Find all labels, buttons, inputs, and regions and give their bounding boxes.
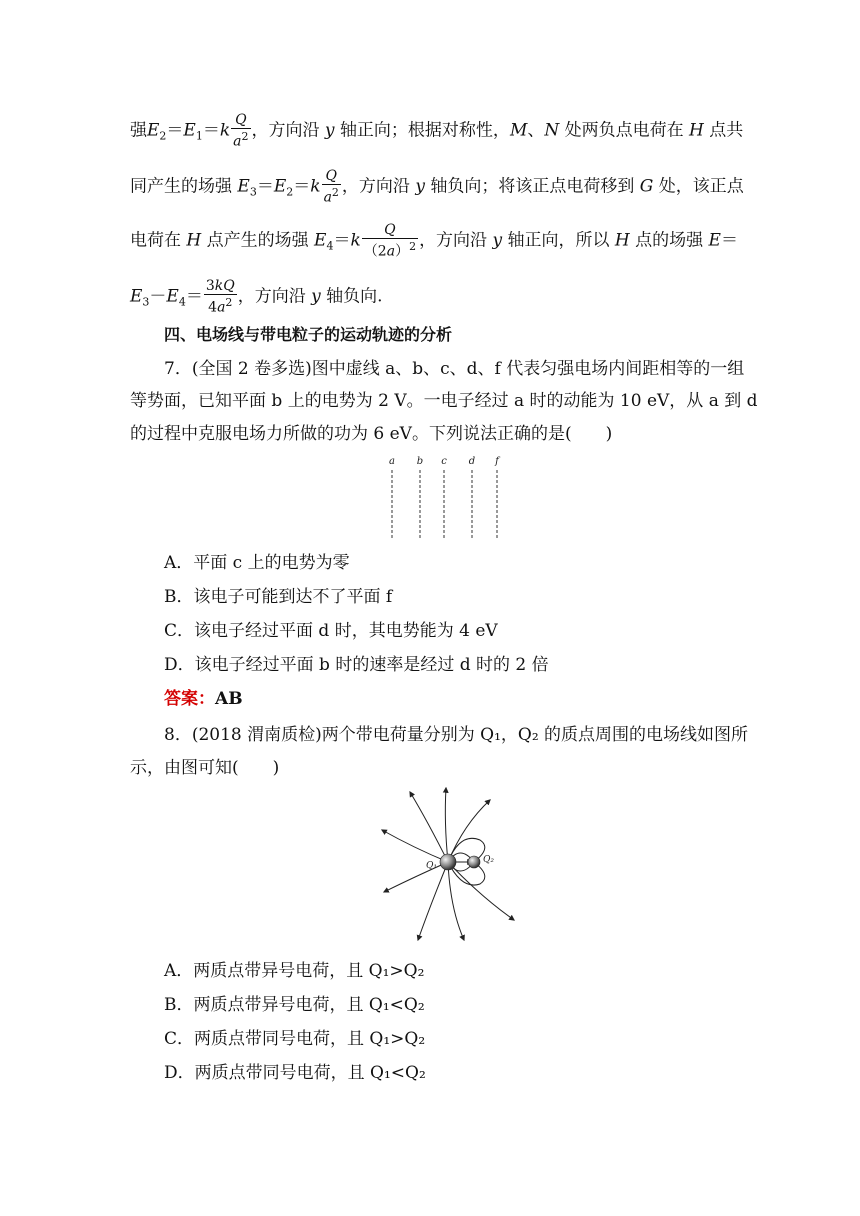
plane-label-b: b <box>416 456 424 467</box>
plane-label-c: c <box>441 456 447 467</box>
q7-stem-line-2: 等势面，已知平面 b 上的电势为 2 V。一电子经过 a 时的动能为 10 eV，从 a 到 d <box>130 391 758 411</box>
q7-answer <box>164 688 243 710</box>
q8-option-c: C．两质点带同号电荷，且 Q₁>Q₂ <box>164 1029 426 1049</box>
q8-option-d: D．两质点带同号电荷，且 Q₁<Q₂ <box>164 1063 426 1083</box>
section-heading: 四、电场线与带电粒子的运动轨迹的分析 <box>164 325 453 344</box>
solution-line-4: $E_3-E_4=$ $\frac{3kQ}{4a^2}$ ，方向沿 y 轴负向. <box>130 278 383 316</box>
q7-option-b: B．该电子可能到达不了平面 f <box>164 587 393 607</box>
q7-option-d: D．该电子经过平面 b 时的速率是经过 d 时的 2 倍 <box>164 655 549 675</box>
plane-label-f: f <box>495 456 499 467</box>
q7-option-c: C．该电子经过平面 d 时，其电势能为 4 eV <box>164 621 498 641</box>
equipotential-planes-figure <box>375 452 515 542</box>
q7-stem-line-3: 的过程中克服电场力所做的功为 6 eV。下列说法正确的是( ) <box>130 424 613 444</box>
electric-field-lines-figure <box>368 782 528 952</box>
q7-option-a: A．平面 c 上的电势为零 <box>164 553 350 573</box>
charge-q1 <box>440 854 456 870</box>
solution-line-3: 电荷在 H 点产生的场强 $E_4=k$ $\frac{Q}{(2a)^2}$ ，方向沿 y 轴正向，所以 H 点的场强 E＝ <box>130 222 738 260</box>
charge-q2 <box>468 856 480 868</box>
plane-label-a: a <box>389 456 395 467</box>
answer-label: 答案： <box>164 689 215 709</box>
q8-stem-line-2: 示，由图可知( ) <box>130 758 280 778</box>
answer-value: AB <box>215 689 243 709</box>
solution-line-1: 强$E_2=E_1=k$ $\frac{Q}{a^2}$ ，方向沿 y 轴正向；根据对称性，M、N 处两负点电荷在 H 点共 <box>130 112 744 150</box>
q8-stem-line-1: 8．(2018 渭南质检)两个带电荷量分别为 Q₁，Q₂ 的质点周围的电场线如图所 <box>164 725 749 745</box>
plane-label-d: d <box>468 456 476 467</box>
q8-option-a: A．两质点带异号电荷，且 Q₁>Q₂ <box>164 961 425 981</box>
solution-line-2: 同产生的场强 $E_3=E_2=k$ $\frac{Q}{a^2}$ ，方向沿 y 轴负向；将该正点电荷移到 G 处，该正点 <box>130 168 744 206</box>
q7-stem-line-1: 7．(全国 2 卷多选)图中虚线 a、b、c、d、f 代表匀强电场内间距相等的一组 <box>164 359 745 379</box>
q8-option-b: B．两质点带异号电荷，且 Q₁<Q₂ <box>164 995 425 1015</box>
charge-label-q2: Q₂ <box>483 855 494 865</box>
charge-label-q1: Q₁ <box>426 861 437 871</box>
